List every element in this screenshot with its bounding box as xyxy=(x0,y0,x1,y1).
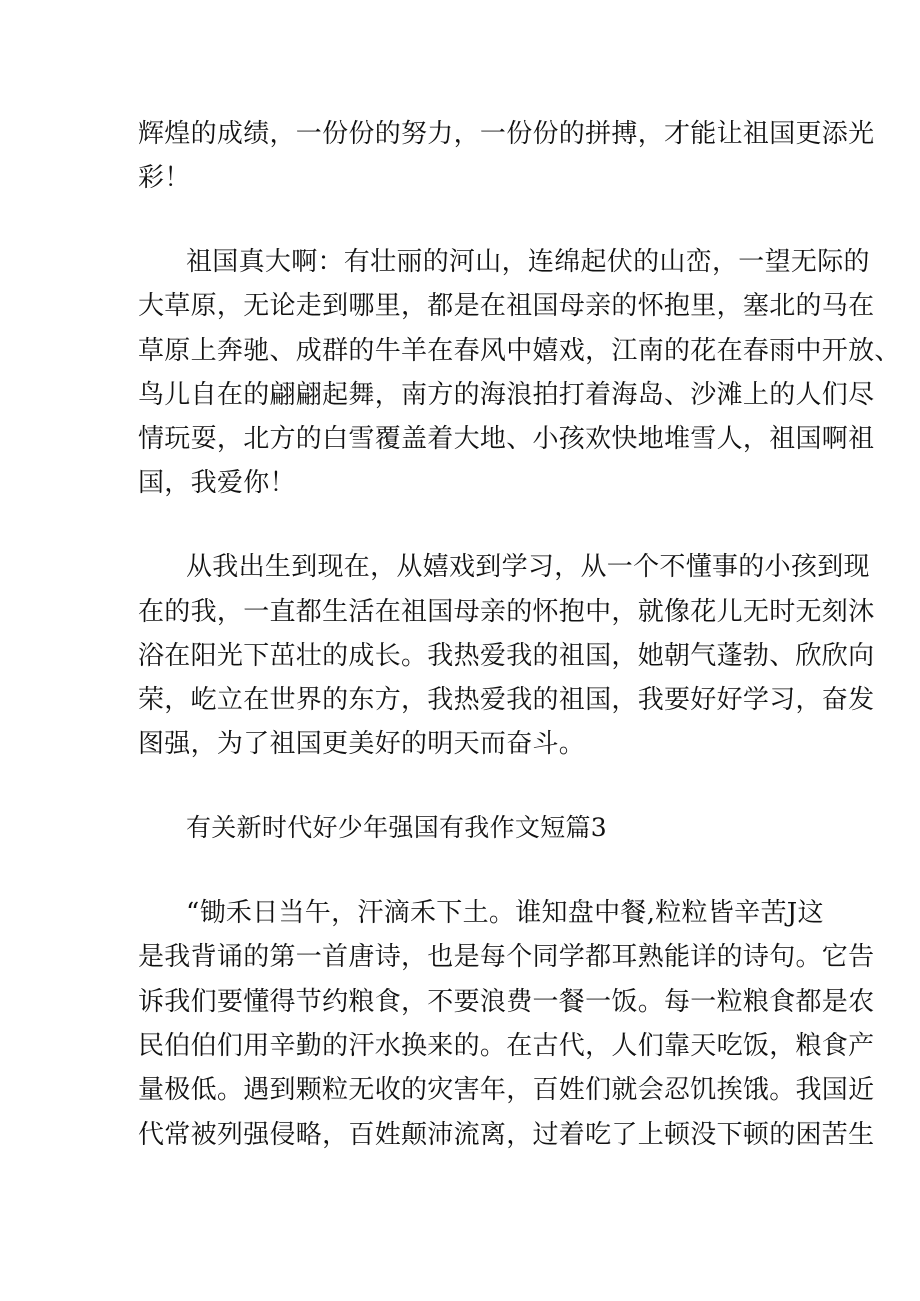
section-heading: 有关新时代好少年强国有我作文短篇3 xyxy=(186,813,608,842)
text-line: 国，我爱你！ xyxy=(138,468,296,498)
text-line: 大草原，无论走到哪里，都是在祖国母亲的怀抱里，塞北的马在 xyxy=(138,291,875,321)
text-line: 情玩耍，北方的白雪覆盖着大地、小孩欢快地堆雪人，祖国啊祖 xyxy=(138,424,875,454)
text-line: 民伯伯们用辛勤的汗水换来的。在古代，人们靠天吃饭，粮食产 xyxy=(138,1031,875,1061)
text-line: 代常被列强侵略，百姓颠沛流离，过着吃了上顿没下顿的困苦生 xyxy=(138,1120,875,1150)
text-line: 彩！ xyxy=(138,163,191,193)
text-line: 荣，屹立在世界的东方，我热爱我的祖国，我要好好学习，奋发 xyxy=(138,685,875,715)
text-line: 图强，为了祖国更美好的明天而奋斗。 xyxy=(138,729,586,759)
text-line: 草原上奔驰、成群的牛羊在春风中嬉戏，江南的花在春雨中开放、 xyxy=(138,336,901,366)
text-line: 量极低。遇到颗粒无收的灾害年，百姓们就会忍饥挨饿。我国近 xyxy=(138,1075,875,1105)
text-line: 浴在阳光下茁壮的成长。我热爱我的祖国，她朝气蓬勃、欣欣向 xyxy=(138,641,875,671)
text-line: 辉煌的成绩，一份份的努力，一份份的拼搏，才能让祖国更添光 xyxy=(138,119,875,149)
text-line: 祖国真大啊：有壮丽的河山，连绵起伏的山峦，一望无际的 xyxy=(186,247,870,277)
text-line: 是我背诵的第一首唐诗，也是每个同学都耳熟能详的诗句。它告 xyxy=(138,942,875,972)
text-line: 从我出生到现在，从嬉戏到学习，从一个不懂事的小孩到现 xyxy=(186,552,870,582)
text-line: 在的我，一直都生活在祖国母亲的怀抱中，就像花儿无时无刻沐 xyxy=(138,597,875,627)
text-line: 鸟儿自在的翩翩起舞，南方的海浪拍打着海岛、沙滩上的人们尽 xyxy=(138,380,875,410)
text-line: 诉我们要懂得节约粮食，不要浪费一餐一饭。每一粒粮食都是农 xyxy=(138,987,875,1017)
text-line: “锄禾日当午，汗滴禾下土。谁知盘中餐,粒粒皆辛苦J这 xyxy=(186,898,824,928)
